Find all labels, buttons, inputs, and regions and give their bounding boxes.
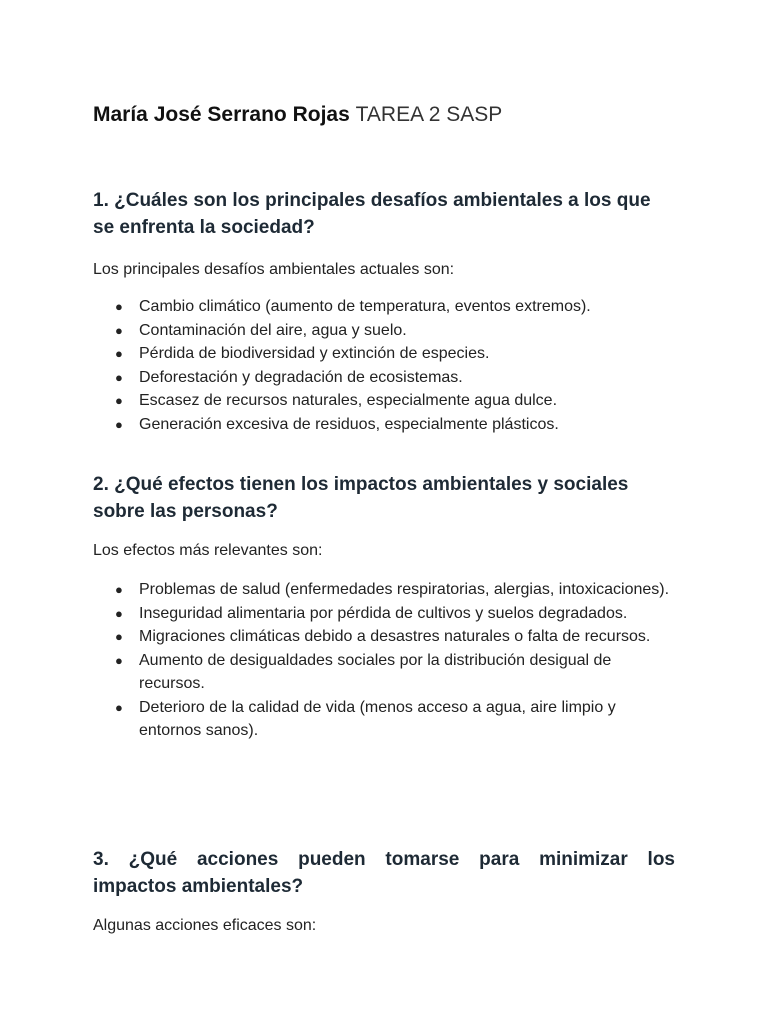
bullet-icon: ● bbox=[115, 416, 123, 432]
bullet-icon: ● bbox=[115, 393, 123, 408]
bullet-icon: ● bbox=[115, 346, 123, 361]
section-2-intro: Los efectos más relevantes son: bbox=[93, 542, 323, 559]
bullet-icon: ● bbox=[115, 699, 123, 715]
section-2-list bbox=[93, 578, 675, 743]
list-item: ● Aumento de desigualdades sociales por la distribución desigual de recursos. bbox=[93, 649, 675, 696]
list-item: ● Generación excesiva de residuos, especialmente plásticos. bbox=[93, 413, 675, 437]
list-item: ● Deterioro de la calidad de vida (menos acceso a agua, aire limpio y entornos sanos). bbox=[93, 696, 675, 743]
list-item: ● Escasez de recursos naturales, especialmente agua dulce. bbox=[93, 389, 675, 413]
section-2 bbox=[93, 471, 675, 743]
section-1 bbox=[93, 187, 675, 436]
section-2-question: 2. ¿Qué efectos tienen los impactos ambientales y sociales sobre las personas? bbox=[93, 474, 629, 522]
list-item: ● Migraciones climáticas debido a desastres naturales o falta de recursos. bbox=[93, 625, 675, 649]
section-1-intro: Los principales desafíos ambientales actuales son: bbox=[93, 261, 455, 278]
bullet-icon: ● bbox=[115, 299, 123, 314]
section-1-question: 1. ¿Cuáles son los principales desafíos ambientales a los que se enfrenta la sociedad? bbox=[93, 190, 651, 238]
list-item: ● Cambio climático (aumento de temperatura, eventos extremos). bbox=[93, 295, 675, 319]
bullet-icon: ● bbox=[115, 322, 123, 338]
section-1-list bbox=[93, 295, 675, 436]
bullet-icon: ● bbox=[115, 629, 123, 644]
section-3 bbox=[93, 846, 675, 937]
author-name: María José Serrano Rojas bbox=[93, 103, 350, 126]
list-item: ● Inseguridad alimentaria por pérdida de cultivos y suelos degradados. bbox=[93, 602, 675, 626]
bullet-icon: ● bbox=[115, 582, 123, 597]
section-3-question: 3. ¿Qué acciones pueden tomarse para minimizar los impactos ambientales? bbox=[93, 849, 675, 897]
bullet-icon: ● bbox=[115, 605, 123, 621]
list-item: ● Pérdida de biodiversidad y extinción de especies. bbox=[93, 342, 675, 366]
section-3-intro: Algunas acciones eficaces son: bbox=[93, 917, 317, 934]
bullet-icon: ● bbox=[115, 369, 123, 385]
bullet-icon: ● bbox=[115, 652, 123, 668]
list-item: ● Contaminación del aire, agua y suelo. bbox=[93, 319, 675, 343]
task-label: TAREA 2 SASP bbox=[355, 103, 503, 126]
document-title bbox=[93, 101, 502, 129]
list-item: ● Problemas de salud (enfermedades respiratorias, alergias, intoxicaciones). bbox=[93, 578, 675, 602]
list-item: ● Deforestación y degradación de ecosistemas. bbox=[93, 366, 675, 390]
